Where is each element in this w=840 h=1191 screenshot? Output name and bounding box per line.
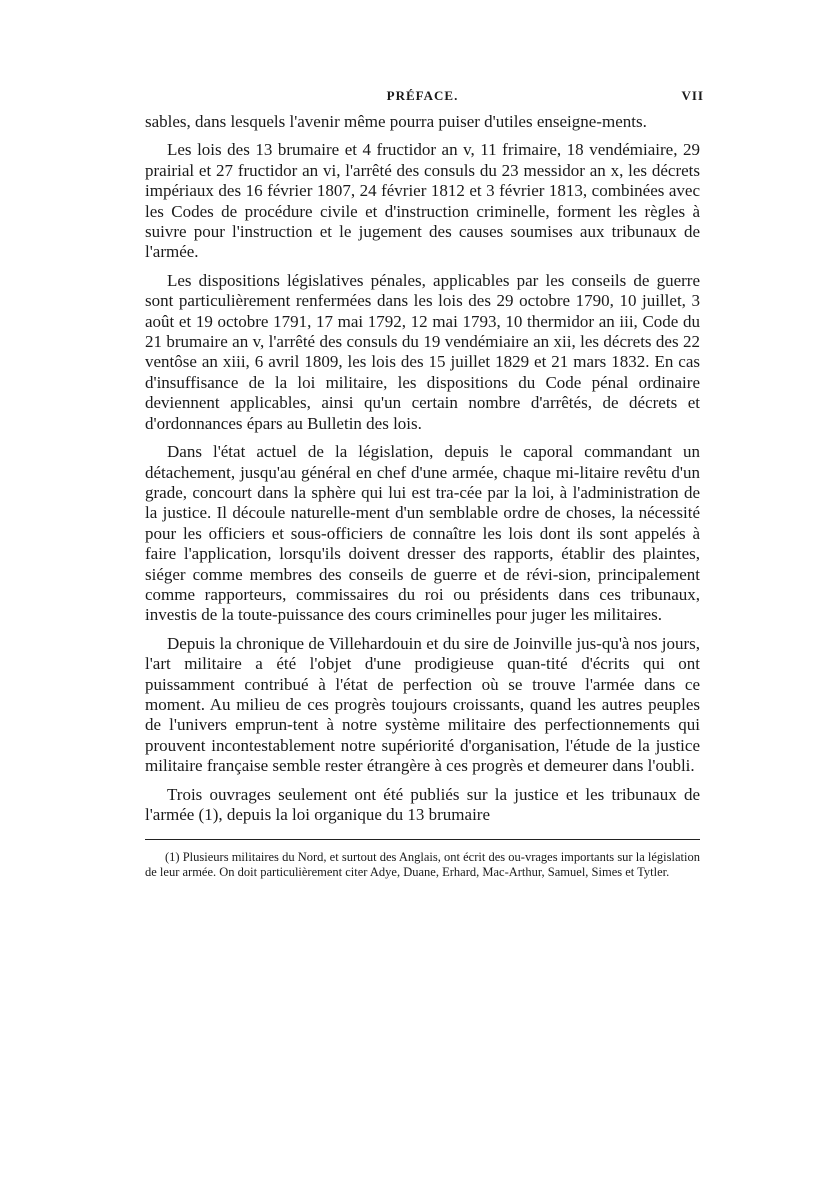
page-number: VII bbox=[681, 88, 704, 103]
paragraph-current-legislation: Dans l'état actuel de la législation, depuis le caporal commandant un détachement, jusqu'au général en chef d'une armée, chaque mi-litaire revêtu d'un grade, concourt dans la sphère qui lui est tra-cée par la loi, à l'administration de la justice. Il découle naturelle-ment d'un semblable ordre de choses, la nécessité pour les officiers et sous-officiers de connaître les lois dont ils sont appelés à faire l'application, lorsqu'ils doivent dresser des rapports, établir des plaintes, siéger comme membres des conseils de guerre et de révi-sion, principalement comme rapporteurs, commissaires du roi ou présidents dans ces tribunaux, investis de la toute-puissance des cours criminelles pour juger les militaires. bbox=[145, 442, 700, 625]
paragraph-continuation: sables, dans lesquels l'avenir même pourra puiser d'utiles enseigne-ments. bbox=[145, 112, 647, 131]
book-page bbox=[145, 88, 704, 880]
body-text bbox=[145, 112, 700, 825]
paragraph-penal-provisions: Les dispositions législatives pénales, applicables par les conseils de guerre sont particulièrement renfermées dans les lois des 29 octobre 1790, 10 juillet, 3 août et 19 octobre 1791, 17 mai 1792, 12 mai 1793, 10 thermidor an iii, Code du 21 brumaire an v, l'arrêté des consuls du 19 vendémiaire an xii, les décrets des 22 ventôse an xiii, 6 avril 1809, les lois des 15 juillet 1829 et 21 mars 1832. En cas d'insuffisance de la loi militaire, les dispositions du Code pénal ordinaire deviennent applicables, ainsi qu'un certain nombre d'arrêtés, de décrets et d'ordonnances épars au Bulletin des lois. bbox=[145, 270, 700, 433]
paragraph-military-art: Depuis la chronique de Villehardouin et du sire de Joinville jus-qu'à nos jours, l'art militaire a été l'objet d'une prodigieuse quan-tité d'écrits qui ont puissamment contribué à l'état de perfection où se trouve l'armée dans ce moment. Au milieu de ces progrès toujours croissants, quand les autres peuples de l'univers emprun-tent à notre système militaire des perfectionnements qui prouvent incontestablement notre supériorité d'organisation, l'étude de la justice militaire française semble rester étrangère à ces progrès et demeurer dans l'oubli. bbox=[145, 633, 700, 776]
paragraph-three-works: Trois ouvrages seulement ont été publiés sur la justice et les tribunaux de l'armée (1), depuis la loi organique du 13 brumaire bbox=[145, 784, 700, 824]
footnote: (1) Plusieurs militaires du Nord, et surtout des Anglais, ont écrit des ou-vrages importants sur la législation de leur armée. On doit particulièrement citer Adye, Duane, Erhard, Mac-Arthur, Samuel, Simes et Tytler. bbox=[145, 850, 700, 880]
running-head bbox=[145, 88, 704, 112]
paragraph-procedure-laws: Les lois des 13 brumaire et 4 fructidor an v, 11 frimaire, 18 vendémiaire, 29 prairial et 27 fructidor an vi, l'arrêté des consuls du 23 messidor an x, les décrets impériaux des 16 février 1807, 24 février 1812 et 3 février 1813, combinées avec les Codes de procédure civile et d'instruction criminelle, forment les règles à suivre pour l'instruction et le jugement des causes soumises aux tribunaux de l'armée. bbox=[145, 140, 700, 262]
footnote-divider bbox=[145, 839, 700, 840]
running-title: PRÉFACE. bbox=[386, 88, 459, 103]
